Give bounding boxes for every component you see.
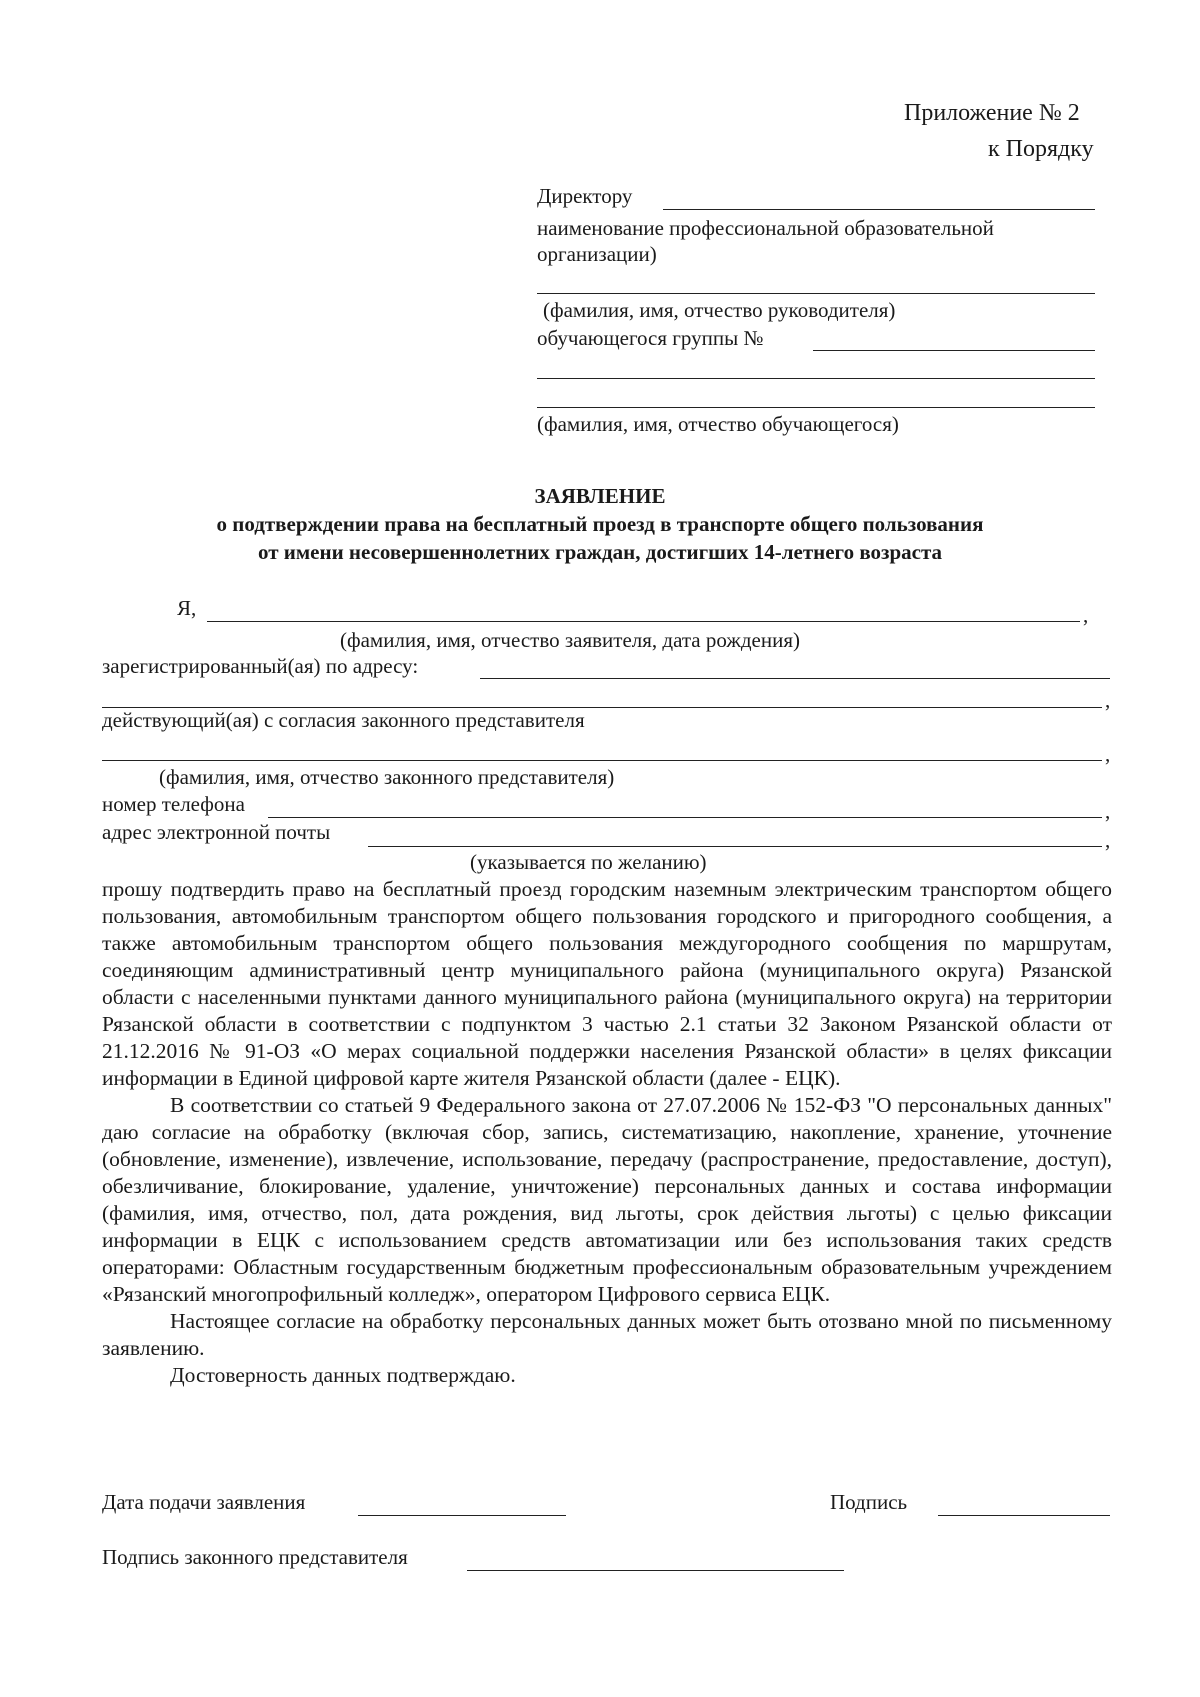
head-caption: (фамилия, имя, отчество руководителя) bbox=[543, 298, 896, 322]
signature-field[interactable] bbox=[938, 1515, 1110, 1516]
address-field-1[interactable] bbox=[480, 678, 1110, 679]
org-caption-2: организации) bbox=[537, 242, 657, 266]
head-name-field[interactable] bbox=[537, 293, 1095, 294]
document-subtitle-2: от имени несовершеннолетних граждан, достигших 14-летнего возраста bbox=[257, 540, 943, 564]
phone-field[interactable] bbox=[268, 817, 1102, 818]
representative-caption: (фамилия, имя, отчество законного представителя) bbox=[159, 765, 615, 789]
i-label: Я, bbox=[177, 596, 197, 620]
director-name-field[interactable] bbox=[663, 209, 1095, 210]
email-field[interactable] bbox=[368, 846, 1102, 847]
comma: , bbox=[1105, 828, 1111, 852]
appendix-to-order: к Порядку bbox=[988, 136, 1094, 162]
confirmation-paragraph: Достоверность данных подтверждаю. bbox=[170, 1363, 516, 1387]
phone-label: номер телефона bbox=[102, 792, 245, 816]
applicant-name-field[interactable] bbox=[207, 621, 1080, 622]
comma: , bbox=[1105, 688, 1111, 712]
request-paragraph: прошу подтвердить право на бесплатный проезд городским наземным электрическим транспортом общего пользования, автомобильным транспортом общего пользования городского и пригородного сообщения, а также автомобильным транспортом общего пользования междугородного сообщения по маршрутам, соединяющим административный центр муниципального района (муниципального округа) Рязанской области с населенными пунктами данного муниципального района (муниципального округа) на территории Рязанской области в соответствии с подпунктом 3 частью 2.1 статьи 32 Законом Рязанской области от 21.12.2016 № 91-ОЗ «О мерах социальной поддержки населения Рязанской области» в целях фиксации информации в Единой цифровой карте жителя Рязанской области (далее - ЕЦК). bbox=[102, 877, 1112, 1090]
document-title: ЗАЯВЛЕНИЕ bbox=[534, 484, 666, 508]
org-caption: наименование профессиональной образовательной bbox=[537, 216, 994, 240]
student-name-field-2[interactable] bbox=[537, 407, 1095, 408]
rep-signature-field[interactable] bbox=[467, 1570, 844, 1571]
representative-name-field[interactable] bbox=[102, 760, 1102, 761]
consent-paragraph: В соответствии со статьей 9 Федерального закона от 27.07.2006 № 152-ФЗ "О персональных данных" даю согласие на обработку (включая сбор, запись, систематизацию, накопление, хранение, уточнение (обновление, изменение), извлечение, использование, передачу (распространение, предоставление, доступ), обезличивание, блокирование, удаление, уничтожение) персональных данных и состава информации (фамилия, имя, отчество, пол, дата рождения, вид льготы, срок действия льготы) с целью фиксации информации в ЕЦК с использованием средств автоматизации или без использования таких средств операторами: Областным государственным бюджетным профессиональным образовательным учреждением «Рязанский многопрофильный колледж», оператором Цифрового сервиса ЕЦК. bbox=[102, 1093, 1112, 1306]
body-text bbox=[102, 876, 1112, 1389]
revocation-paragraph: Настоящее согласие на обработку персональных данных может быть отозвано мной по письменному заявлению. bbox=[102, 1309, 1112, 1360]
address-label: зарегистрированный(ая) по адресу: bbox=[102, 654, 419, 678]
director-label: Директору bbox=[537, 184, 633, 208]
date-label: Дата подачи заявления bbox=[102, 1490, 306, 1514]
signature-label: Подпись bbox=[830, 1490, 908, 1514]
document-subtitle-1: о подтверждении права на бесплатный проезд в транспорте общего пользования bbox=[216, 512, 984, 536]
student-group-label: обучающегося группы № bbox=[537, 326, 764, 350]
consent-label: действующий(ая) с согласия законного представителя bbox=[102, 708, 585, 732]
email-caption: (указывается по желанию) bbox=[470, 850, 707, 874]
student-name-field-1[interactable] bbox=[537, 378, 1095, 379]
comma: , bbox=[1083, 603, 1089, 627]
date-field[interactable] bbox=[358, 1515, 566, 1516]
rep-signature-label: Подпись законного представителя bbox=[102, 1545, 408, 1569]
applicant-caption: (фамилия, имя, отчество заявителя, дата рождения) bbox=[340, 628, 800, 652]
student-caption: (фамилия, имя, отчество обучающегося) bbox=[537, 412, 899, 436]
email-label: адрес электронной почты bbox=[102, 820, 331, 844]
group-number-field[interactable] bbox=[813, 350, 1095, 351]
appendix-number: Приложение № 2 bbox=[904, 100, 1080, 126]
comma: , bbox=[1105, 742, 1111, 766]
comma: , bbox=[1105, 799, 1111, 823]
